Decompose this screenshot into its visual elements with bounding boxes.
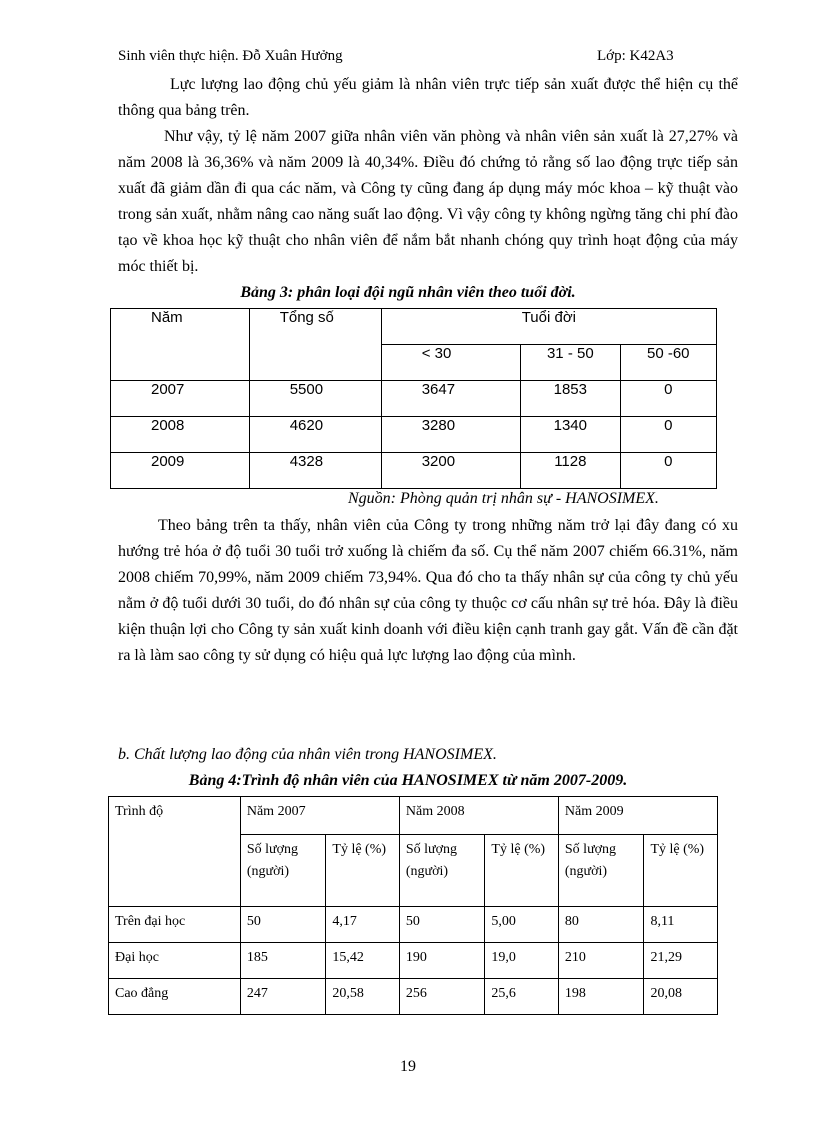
table3-g2: 1853 <box>521 381 620 417</box>
table3-age-group: 31 - 50 <box>521 345 620 381</box>
table3-g3: 0 <box>620 453 716 489</box>
table3-year: 2009 <box>111 453 250 489</box>
table4-count: 50 <box>240 907 326 943</box>
table3-caption: Bảng 3: phân loại đội ngũ nhân viên theo tuổi đời. <box>240 284 576 301</box>
table-age-groups <box>110 308 717 489</box>
table4-rate: 19,0 <box>485 943 558 979</box>
table4-rate: 15,42 <box>326 943 399 979</box>
header-class: Lớp: K42A3 <box>597 48 674 64</box>
table4-rate: 20,08 <box>644 979 718 1015</box>
table4-sub-rate: Tỷ lệ (%) <box>485 835 558 907</box>
table3-g2: 1340 <box>521 417 620 453</box>
page-number: 19 <box>400 1058 416 1075</box>
table4-count: 80 <box>558 907 644 943</box>
table-row <box>109 943 718 979</box>
table4-rate: 25,6 <box>485 979 558 1015</box>
table4-caption: Bảng 4:Trình độ nhân viên của HANOSIMEX từ năm 2007-2009. <box>188 772 628 789</box>
table3-source: Nguồn: Phòng quản trị nhân sự - HANOSIMEX. <box>348 490 659 507</box>
table4-count: 247 <box>240 979 326 1015</box>
table4-count: 256 <box>399 979 485 1015</box>
header-author: Sinh viên thực hiện. Đỗ Xuân Hưởng <box>118 48 343 64</box>
table4-level: Cao đẳng <box>109 979 241 1015</box>
table3-g3: 0 <box>620 417 716 453</box>
table3-year: 2007 <box>111 381 250 417</box>
table3-g1: 3200 <box>381 453 520 489</box>
paragraph-3: Theo bảng trên ta thấy, nhân viên của Công ty trong những năm trở lại đây đang có xu hướng trẻ hóa ở độ tuổi 30 tuổi trở xuống là chiếm đa số. Cụ thể năm 2007 chiếm 66.31%, năm 2008 chiếm 70,99%, năm 2009 chiếm 73,94%. Qua đó cho ta thấy nhân sự của công ty chủ yếu nằm ở độ tuổi dưới 30 tuổi, do đó nhân sự của công ty thuộc cơ cấu nhân sự trẻ hóa. Đây là điều kiện thuận lợi cho Công ty sản xuất kinh doanh với điều kiện cạnh tranh gay gắt. Vấn đề cần đặt ra là làm sao công ty sử dụng có hiệu quả lực lượng lao động của mình. <box>118 517 738 664</box>
table-row <box>109 907 718 943</box>
table4-count: 185 <box>240 943 326 979</box>
paragraph-2: Như vậy, tỷ lệ năm 2007 giữa nhân viên văn phòng và nhân viên sản xuất là 27,27% và năm 2008 là 36,36% và năm 2009 là 40,34%. Điều đó chứng tỏ rằng số lao động trực tiếp sản xuất đã giảm dần đi qua các năm, và Công ty cũng đang áp dụng máy móc khoa – kỹ thuật vào trong sản xuất, nhằm nâng cao năng suất lao động. Vì vậy công ty không ngừng tăng chi phí đào tạo về khoa học kỹ thuật cho nhân viên để nắm bắt nhanh chóng quy trình hoạt động của máy móc thiết bị. <box>118 128 738 275</box>
table4-sub-rate: Tỷ lệ (%) <box>644 835 718 907</box>
table3-year: 2008 <box>111 417 250 453</box>
table-row <box>111 381 717 417</box>
table4-count: 198 <box>558 979 644 1015</box>
table4-count: 190 <box>399 943 485 979</box>
table3-age-group: < 30 <box>381 345 520 381</box>
table3-total: 4620 <box>249 417 381 453</box>
table3-header-age: Tuổi đời <box>381 309 716 345</box>
table3-g1: 3647 <box>381 381 520 417</box>
table4-count: 210 <box>558 943 644 979</box>
table3-header-year: Năm <box>111 309 250 381</box>
table3-total: 5500 <box>249 381 381 417</box>
table4-rate: 20,58 <box>326 979 399 1015</box>
table4-level: Đại học <box>109 943 241 979</box>
table4-sub-count: Số lượng (người) <box>558 835 644 907</box>
table4-rate: 4,17 <box>326 907 399 943</box>
table4-header-year: Năm 2007 <box>240 797 399 835</box>
table4-rate: 8,11 <box>644 907 718 943</box>
table4-header-year: Năm 2009 <box>558 797 717 835</box>
table4-rate: 5,00 <box>485 907 558 943</box>
table3-g1: 3280 <box>381 417 520 453</box>
table3-g2: 1128 <box>521 453 620 489</box>
table4-sub-count: Số lượng (người) <box>399 835 485 907</box>
table4-header-level: Trình độ <box>109 797 241 907</box>
table4-sub-count: Số lượng (người) <box>240 835 326 907</box>
table-row <box>111 453 717 489</box>
section-b-heading: b. Chất lượng lao động của nhân viên trong HANOSIMEX. <box>118 746 497 763</box>
table3-total: 4328 <box>249 453 381 489</box>
table4-sub-rate: Tỷ lệ (%) <box>326 835 399 907</box>
paragraph-1: Lực lượng lao động chủ yếu giảm là nhân viên trực tiếp sản xuất được thể hiện cụ thể thông qua bảng trên. <box>118 76 738 119</box>
table4-rate: 21,29 <box>644 943 718 979</box>
table3-age-group: 50 -60 <box>620 345 716 381</box>
table4-level: Trên đại học <box>109 907 241 943</box>
table-row <box>111 417 717 453</box>
table-row <box>109 979 718 1015</box>
table-qualification <box>108 796 718 1015</box>
table4-header-year: Năm 2008 <box>399 797 558 835</box>
table3-header-total: Tổng số <box>249 309 381 381</box>
table3-g3: 0 <box>620 381 716 417</box>
table4-count: 50 <box>399 907 485 943</box>
